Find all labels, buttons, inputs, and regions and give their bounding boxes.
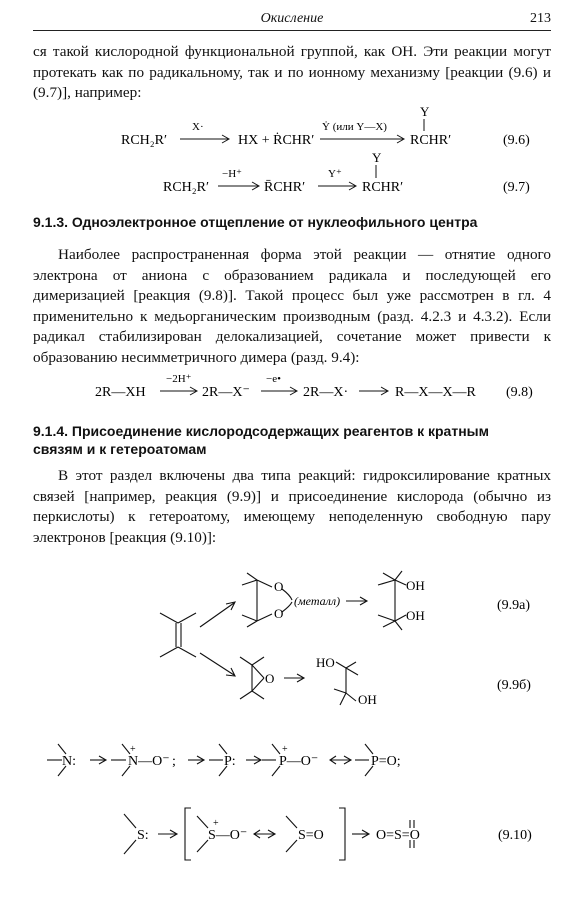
svg-text:O: O <box>274 606 284 621</box>
p-atom: P: <box>224 754 236 769</box>
eq97-mid: R̄CHR′ <box>264 180 306 195</box>
s-oxide-double: S=O <box>298 828 324 843</box>
eq97-y: Y <box>372 150 382 165</box>
eq97-product: RCHR′ <box>362 180 404 195</box>
eq97-number: (9.7) <box>503 180 530 195</box>
eq910-number: (9.10) <box>498 828 532 843</box>
metal-label: (металл) <box>294 594 341 608</box>
ho-label: HO <box>316 655 335 670</box>
paragraph-dimerization: Наиболее распространенная форма этой реакции — отнятие одного электрона от аниона с образованием радикала и последующей его димеризацией [реакция (9.8)]. Такой процесс был уже рассмотрен в гл. 4 применительно к медьорганическим производным (разд. 4.2.3 и 4.3.2). Если радикал стабилизирован делокализацией, сочетание может привести к образованию несимметричного димера (разд. 9.4): <box>33 246 551 366</box>
eq96-product: RCHR′ <box>410 133 452 148</box>
diol-oh-bottom: OH <box>406 608 425 623</box>
p-oxide-double: P=O; <box>371 754 401 769</box>
equation-9-6 <box>0 104 565 154</box>
eq99b-number: (9.9б) <box>497 678 531 693</box>
eq96-mid: HX + ṘCHR′ <box>238 133 315 148</box>
s-atom: S: <box>137 828 149 843</box>
sulfone: O=S=O <box>376 828 420 843</box>
svg-text:+: + <box>130 744 136 755</box>
running-header <box>33 8 551 31</box>
svg-text:+: + <box>282 744 288 755</box>
arrow-up <box>200 603 234 627</box>
eq98-over1: −2H⁺ <box>166 373 192 385</box>
svg-text:O: O <box>265 671 275 686</box>
eq98-product: R—X—X—R <box>395 385 476 400</box>
section-heading-9-1-3: 9.1.3. Одноэлектронное отщепление от нуклеофильного центра <box>33 214 478 230</box>
section-heading-9-1-4 <box>33 422 551 458</box>
eq98-number: (9.8) <box>506 385 533 400</box>
svg-text:+: + <box>213 818 219 829</box>
diol-oh-top: OH <box>406 578 425 593</box>
equation-9-8 <box>0 368 565 404</box>
eq97-reactant: RCH₂R′ <box>163 180 210 195</box>
n-oxide: N—O⁻ <box>128 754 170 769</box>
running-title: Окисление <box>260 11 324 26</box>
eq98-mid1: 2R—X⁻ <box>202 385 250 400</box>
p-oxide-ionic: P—O⁻ <box>279 754 319 769</box>
section-9-1-4-line1: 9.1.4. Присоединение кислородсодержащих реагентов к кратным <box>33 423 489 439</box>
svg-text:;: ; <box>172 754 176 769</box>
eq96-number: (9.6) <box>503 133 530 148</box>
oh-label: OH <box>358 692 377 707</box>
eq99a-number: (9.9а) <box>497 598 531 613</box>
scheme-9-9 <box>0 565 565 715</box>
scheme-9-10 <box>0 726 565 876</box>
eq98-reactant: 2R—XH <box>95 385 146 400</box>
eq96-over2: Ẏ (или Y—X) <box>322 121 387 133</box>
paragraph-intro: ся такой кислородной функциональной группой, как ОН. Эти реакции могут протекать как по радикальному, так и по ионному механизму [реакции (9.6) и (9.7)], например: <box>33 43 551 101</box>
paragraph-oxygen-addition: В этот раздел включены два типа реакций: гидроксилирование кратных связей [например, реакция (9.9)] и присоединение кислорода (обычно из перкислоты) к гетероатому, имеющему неподеленную свободную пару электронов [реакция (9.10)]: <box>33 467 551 546</box>
section-9-1-4-line2: связям и к гетероатомам <box>33 441 207 457</box>
eq96-reactant: RCH₂R′ <box>121 133 168 148</box>
eq97-over1: −H⁺ <box>222 168 242 180</box>
eq96-over1: X· <box>192 121 204 133</box>
n-atom: N: <box>62 754 76 769</box>
svg-text:O: O <box>274 579 284 594</box>
equation-9-7 <box>0 150 565 198</box>
eq98-over2: −e• <box>266 373 281 385</box>
eq97-over2: Y⁺ <box>328 168 342 180</box>
eq96-y: Y <box>420 104 430 119</box>
s-oxide-ionic: S—O⁻ <box>208 828 248 843</box>
page-number: 213 <box>530 11 551 26</box>
eq98-mid2: 2R—X· <box>303 385 349 400</box>
arrow-down <box>200 653 234 675</box>
